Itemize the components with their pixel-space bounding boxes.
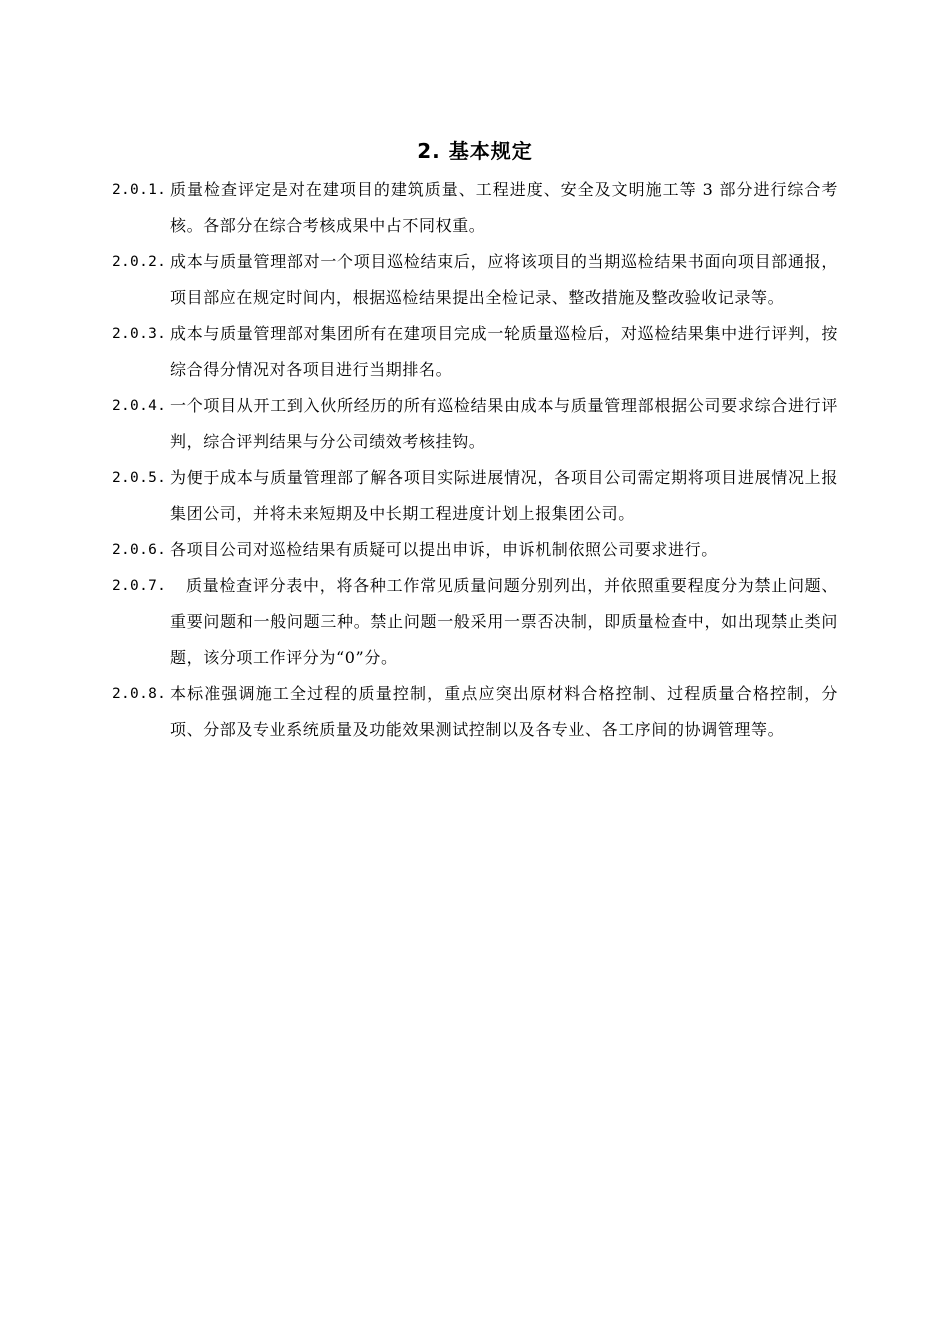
clause-item <box>112 244 838 316</box>
clause-text: 一个项目从开工到入伙所经历的所有巡检结果由成本与质量管理部根据公司要求综合进行评判，综合评判结果与分公司绩效考核挂钩。 <box>170 396 838 451</box>
clause-text: 质量检查评分表中，将各种工作常见质量问题分别列出，并依照重要程度分为禁止问题、重要问题和一般问题三种。禁止问题一般采用一票否决制，即质量检查中，如出现禁止类问题，该分项工作评分为“0”分。 <box>170 576 838 667</box>
clause-text: 成本与质量管理部对集团所有在建项目完成一轮质量巡检后，对巡检结果集中进行评判，按综合得分情况对各项目进行当期排名。 <box>170 324 838 379</box>
clause-item <box>112 460 838 532</box>
clause-item <box>112 316 838 388</box>
clause-text: 成本与质量管理部对一个项目巡检结束后，应将该项目的当期巡检结果书面向项目部通报，项目部应在规定时间内，根据巡检结果提出全检记录、整改措施及整改验收记录等。 <box>170 252 838 307</box>
clause-item <box>112 568 838 676</box>
clause-text: 为便于成本与质量管理部了解各项目实际进展情况，各项目公司需定期将项目进展情况上报集团公司，并将未来短期及中长期工程进度计划上报集团公司。 <box>170 468 838 523</box>
clause-list <box>112 172 838 748</box>
section-title: 2. 基本规定 <box>417 139 533 163</box>
clause-item <box>112 388 838 460</box>
clause-number: 2.0.2. <box>112 254 167 270</box>
clause-item <box>112 532 838 568</box>
clause-number: 2.0.5. <box>112 470 167 486</box>
clause-text: 本标准强调施工全过程的质量控制，重点应突出原材料合格控制、过程质量合格控制，分项、分部及专业系统质量及功能效果测试控制以及各专业、各工序间的协调管理等。 <box>170 684 838 739</box>
clause-item <box>112 172 838 244</box>
clause-text: 各项目公司对巡检结果有质疑可以提出申诉，申诉机制依照公司要求进行。 <box>170 540 718 559</box>
clause-item <box>112 676 838 748</box>
clause-number: 2.0.8. <box>112 686 167 702</box>
clause-text: 质量检查评定是对在建项目的建筑质量、工程进度、安全及文明施工等 3 部分进行综合考核。各部分在综合考核成果中占不同权重。 <box>170 180 838 235</box>
clause-number: 2.0.7. <box>112 578 167 594</box>
clause-number: 2.0.3. <box>112 326 167 342</box>
clause-number: 2.0.6. <box>112 542 167 558</box>
clause-number: 2.0.4. <box>112 398 167 414</box>
clause-number: 2.0.1. <box>112 182 167 198</box>
